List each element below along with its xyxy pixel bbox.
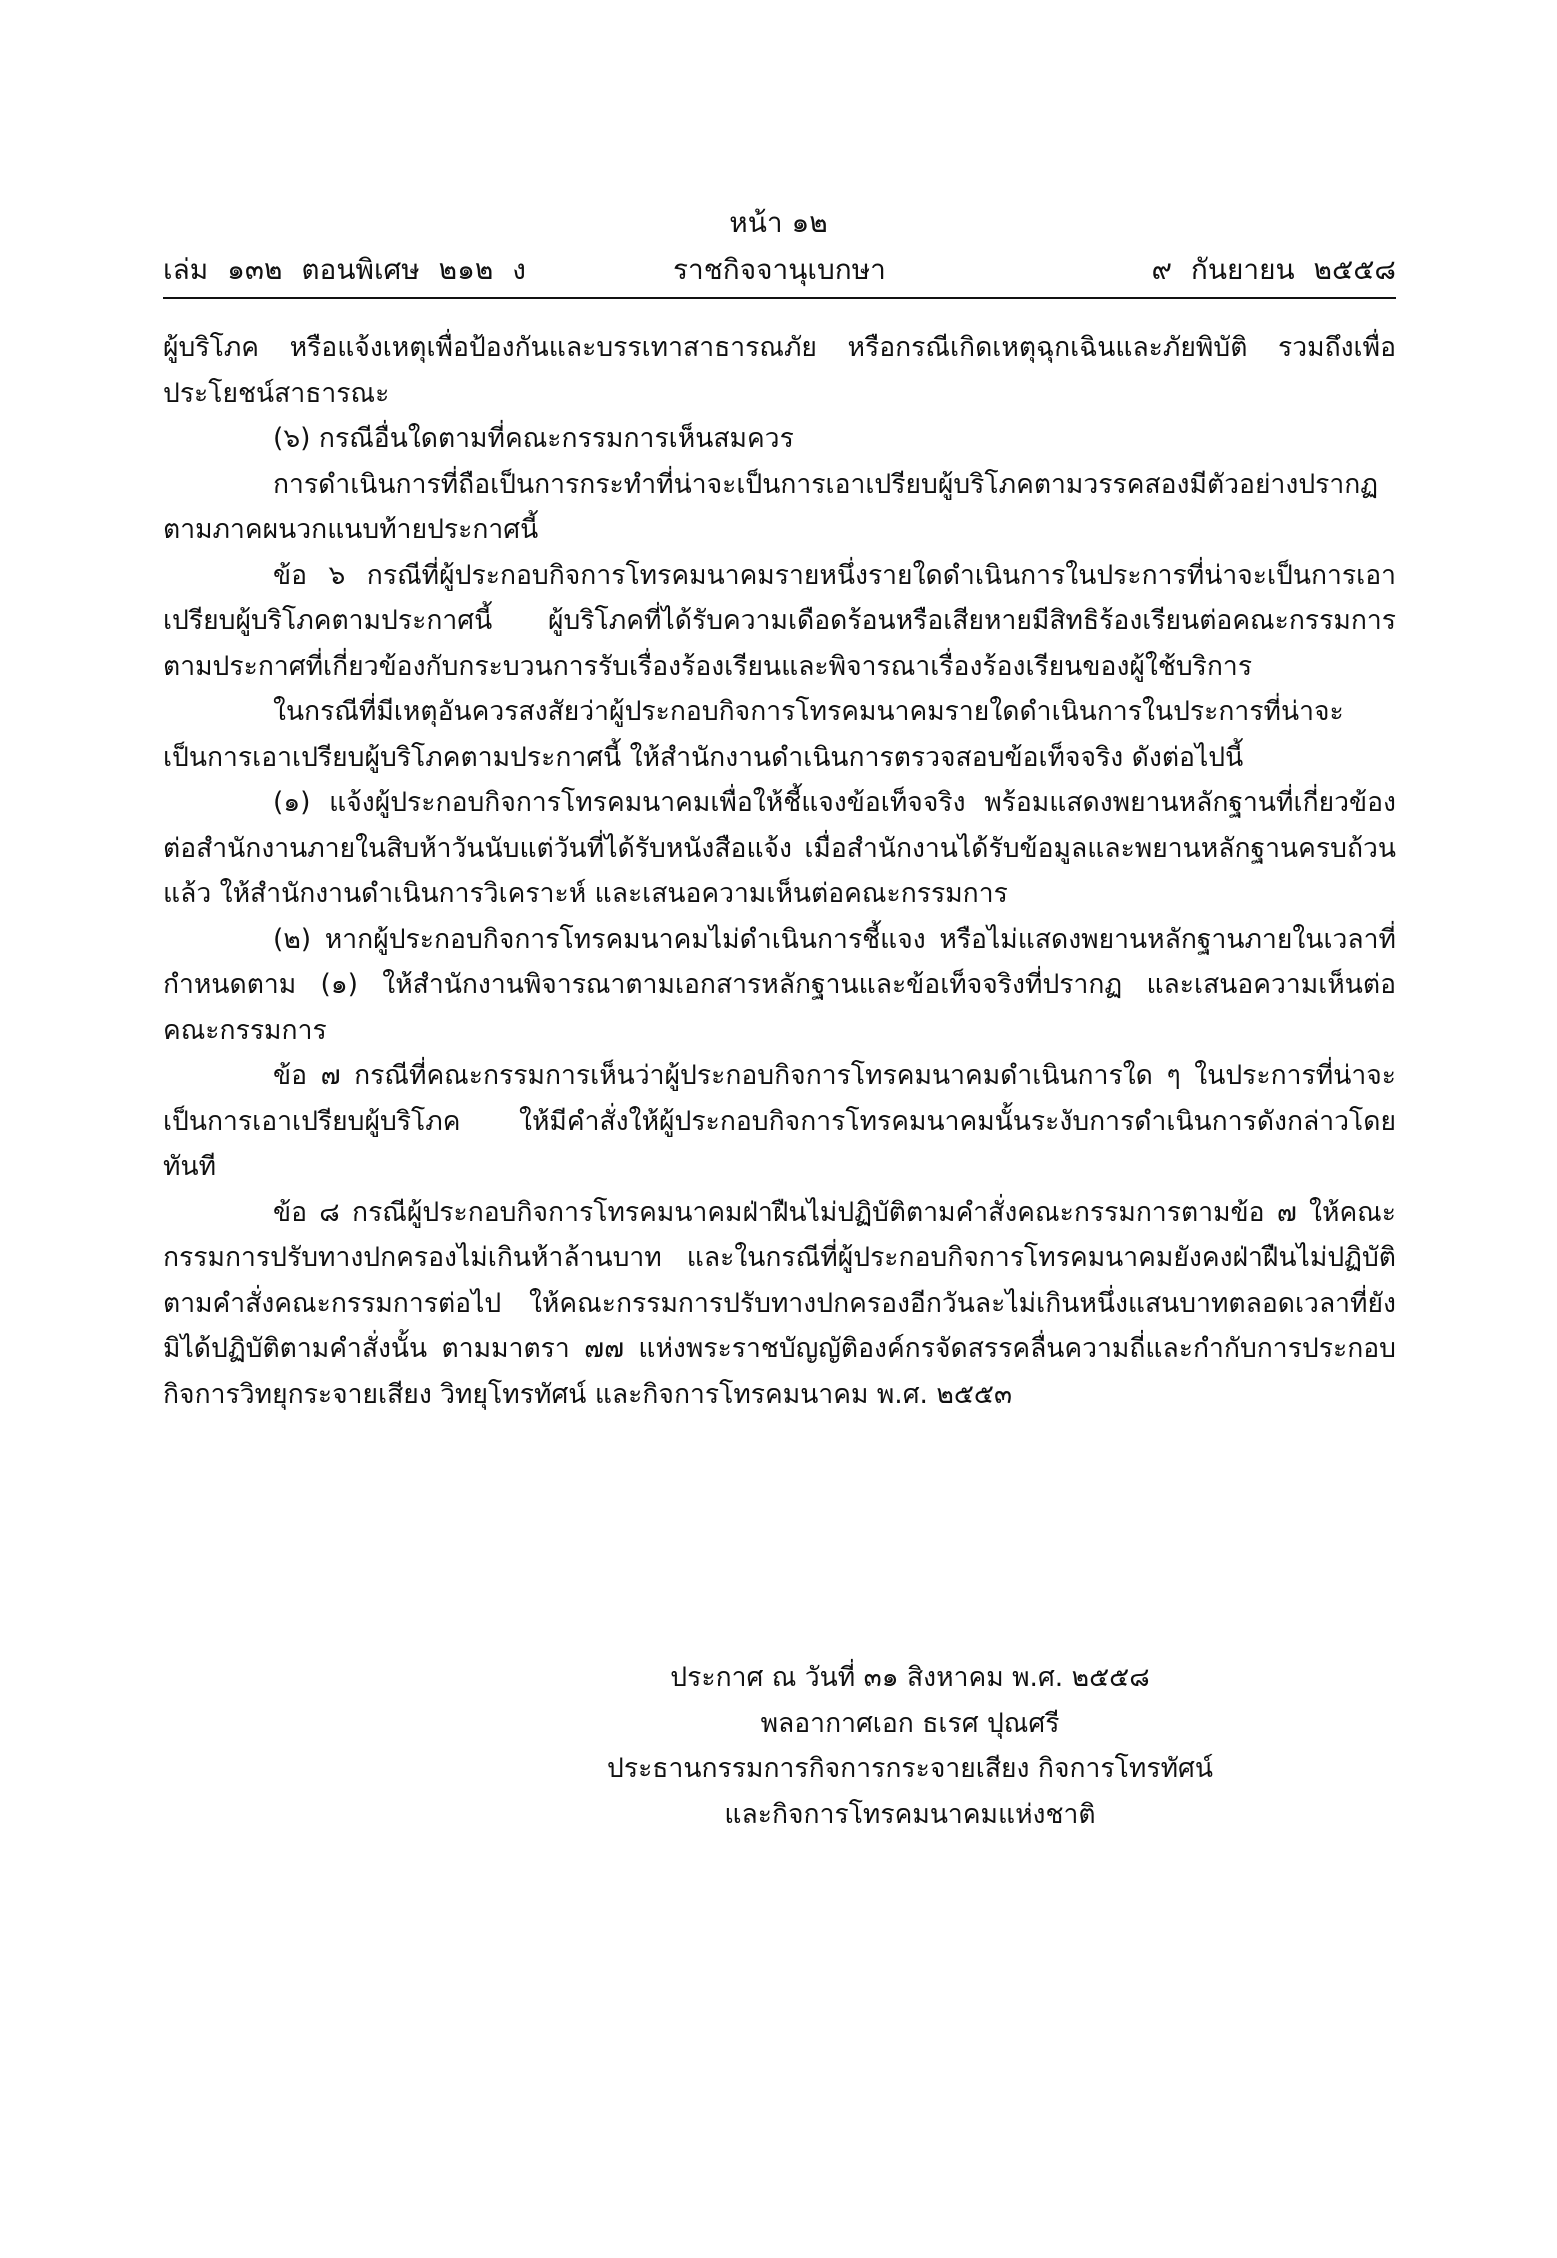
paragraph-item-6: (๖) กรณีอื่นใดตามที่คณะกรรมการเห็นสมควร [273, 423, 794, 454]
signatory-title-line-2: และกิจการโทรคมนาคมแห่งชาติ [724, 1798, 1096, 1830]
paragraph-clause-6: ข้อ ๖ กรณีที่ผู้ประกอบกิจการโทรคมนาคมรายหนึ่งรายใดดำเนินการในประการที่น่าจะเป็นการเอาเปรียบผู้บริโภคตามประกาศนี้ ผู้บริโภคที่ได้รับความเดือดร้อนหรือเสียหายมีสิทธิร้องเรียนต่อคณะกรรมการตามประกาศที่เกี่ยวข้องกับกระบวนการรับเรื่องร้องเรียนและพิจารณาเรื่องร้องเรียนของผู้ใช้บริการ [163, 559, 1396, 682]
paragraph-subitem-2: (๒) หากผู้ประกอบกิจการโทรคมนาคมไม่ดำเนินการชี้แจง หรือไม่แสดงพยานหลักฐานภายในเวลาที่กำหนดตาม (๑) ให้สำนักงานพิจารณาตามเอกสารหลักฐานและข้อเท็จจริงที่ปรากฏ และเสนอความเห็นต่อคณะกรรมการ [163, 923, 1396, 1046]
running-header [163, 250, 1396, 290]
paragraph-subitem-1: (๑) แจ้งผู้ประกอบกิจการโทรคมนาคมเพื่อให้ชี้แจงข้อเท็จจริง พร้อมแสดงพยานหลักฐานที่เกี่ยวข้องต่อสำนักงานภายในสิบห้าวันนับแต่วันที่ได้รับหนังสือแจ้ง เมื่อสำนักงานได้รับข้อมูลและพยานหลักฐานครบถ้วนแล้ว ให้สำนักงานดำเนินการวิเคราะห์ และเสนอความเห็นต่อคณะกรรมการ [163, 787, 1396, 909]
signatory-title-line-1: ประธานกรรมการกิจการกระจายเสียง กิจการโทรทัศน์ [607, 1753, 1213, 1784]
paragraph-clause-6-suspicion: ในกรณีที่มีเหตุอันควรสงสัยว่าผู้ประกอบกิจการโทรคมนาคมรายใดดำเนินการในประการที่น่าจะเป็นการเอาเปรียบผู้บริโภคตามประกาศนี้ ให้สำนักงานดำเนินการตรวจสอบข้อเท็จจริง ดังต่อไปนี้ [163, 696, 1344, 773]
signature-block [580, 1655, 1240, 1837]
issue-date: ๙ กันยายน ๒๕๕๘ [1151, 253, 1396, 286]
volume-issue: เล่ม ๑๓๒ ตอนพิเศษ ๒๑๒ ง [163, 253, 526, 286]
paragraph-clause-8: ข้อ ๘ กรณีผู้ประกอบกิจการโทรคมนาคมฝ่าฝืนไม่ปฏิบัติตามคำสั่งคณะกรรมการตามข้อ ๗ ให้คณะกรรมการปรับทางปกครองไม่เกินห้าล้านบาท และในกรณีที่ผู้ประกอบกิจการโทรคมนาคมยังคงฝ่าฝืนไม่ปฏิบัติตามคำสั่งคณะกรรมการต่อไป ให้คณะกรรมการปรับทางปกครองอีกวันละไม่เกินหนึ่งแสนบาทตลอดเวลาที่ยังมิได้ปฏิบัติตามคำสั่งนั้น ตามมาตรา ๗๗ แห่งพระราชบัญญัติองค์กรจัดสรรคลื่นความถี่และกำกับการประกอบกิจการวิทยุกระจายเสียง วิทยุโทรทัศน์ และกิจการโทรคมนาคม พ.ศ. ๒๕๕๓ [163, 1196, 1396, 1410]
paragraph-clause-7: ข้อ ๗ กรณีที่คณะกรรมการเห็นว่าผู้ประกอบกิจการโทรคมนาคมดำเนินการใด ๆ ในประการที่น่าจะเป็นการเอาเปรียบผู้บริโภค ให้มีคำสั่งให้ผู้ประกอบกิจการโทรคมนาคมนั้นระงับการดำเนินการดังกล่าวโดยทันที [163, 1060, 1396, 1182]
paragraph-appendix-note: การดำเนินการที่ถือเป็นการกระทำที่น่าจะเป็นการเอาเปรียบผู้บริโภคตามวรรคสองมีตัวอย่างปรากฏตามภาคผนวกแนบท้ายประกาศนี้ [163, 468, 1379, 545]
paragraph-continuation: ผู้บริโภค หรือแจ้งเหตุเพื่อป้องกันและบรรเทาสาธารณภัย หรือกรณีเกิดเหตุฉุกเฉินและภัยพิบัติ รวมถึงเพื่อประโยชน์สาธารณะ [163, 332, 1396, 409]
gazette-name: ราชกิจจานุเบกษา [673, 253, 886, 286]
announcement-date: ประกาศ ณ วันที่ ๓๑ สิงหาคม พ.ศ. ๒๕๕๘ [670, 1662, 1150, 1693]
header-rule [163, 297, 1396, 299]
page-number: หน้า ๑๒ [729, 206, 828, 239]
signatory-name: พลอากาศเอก ธเรศ ปุณศรี [760, 1707, 1060, 1739]
document-body [163, 325, 1396, 1417]
